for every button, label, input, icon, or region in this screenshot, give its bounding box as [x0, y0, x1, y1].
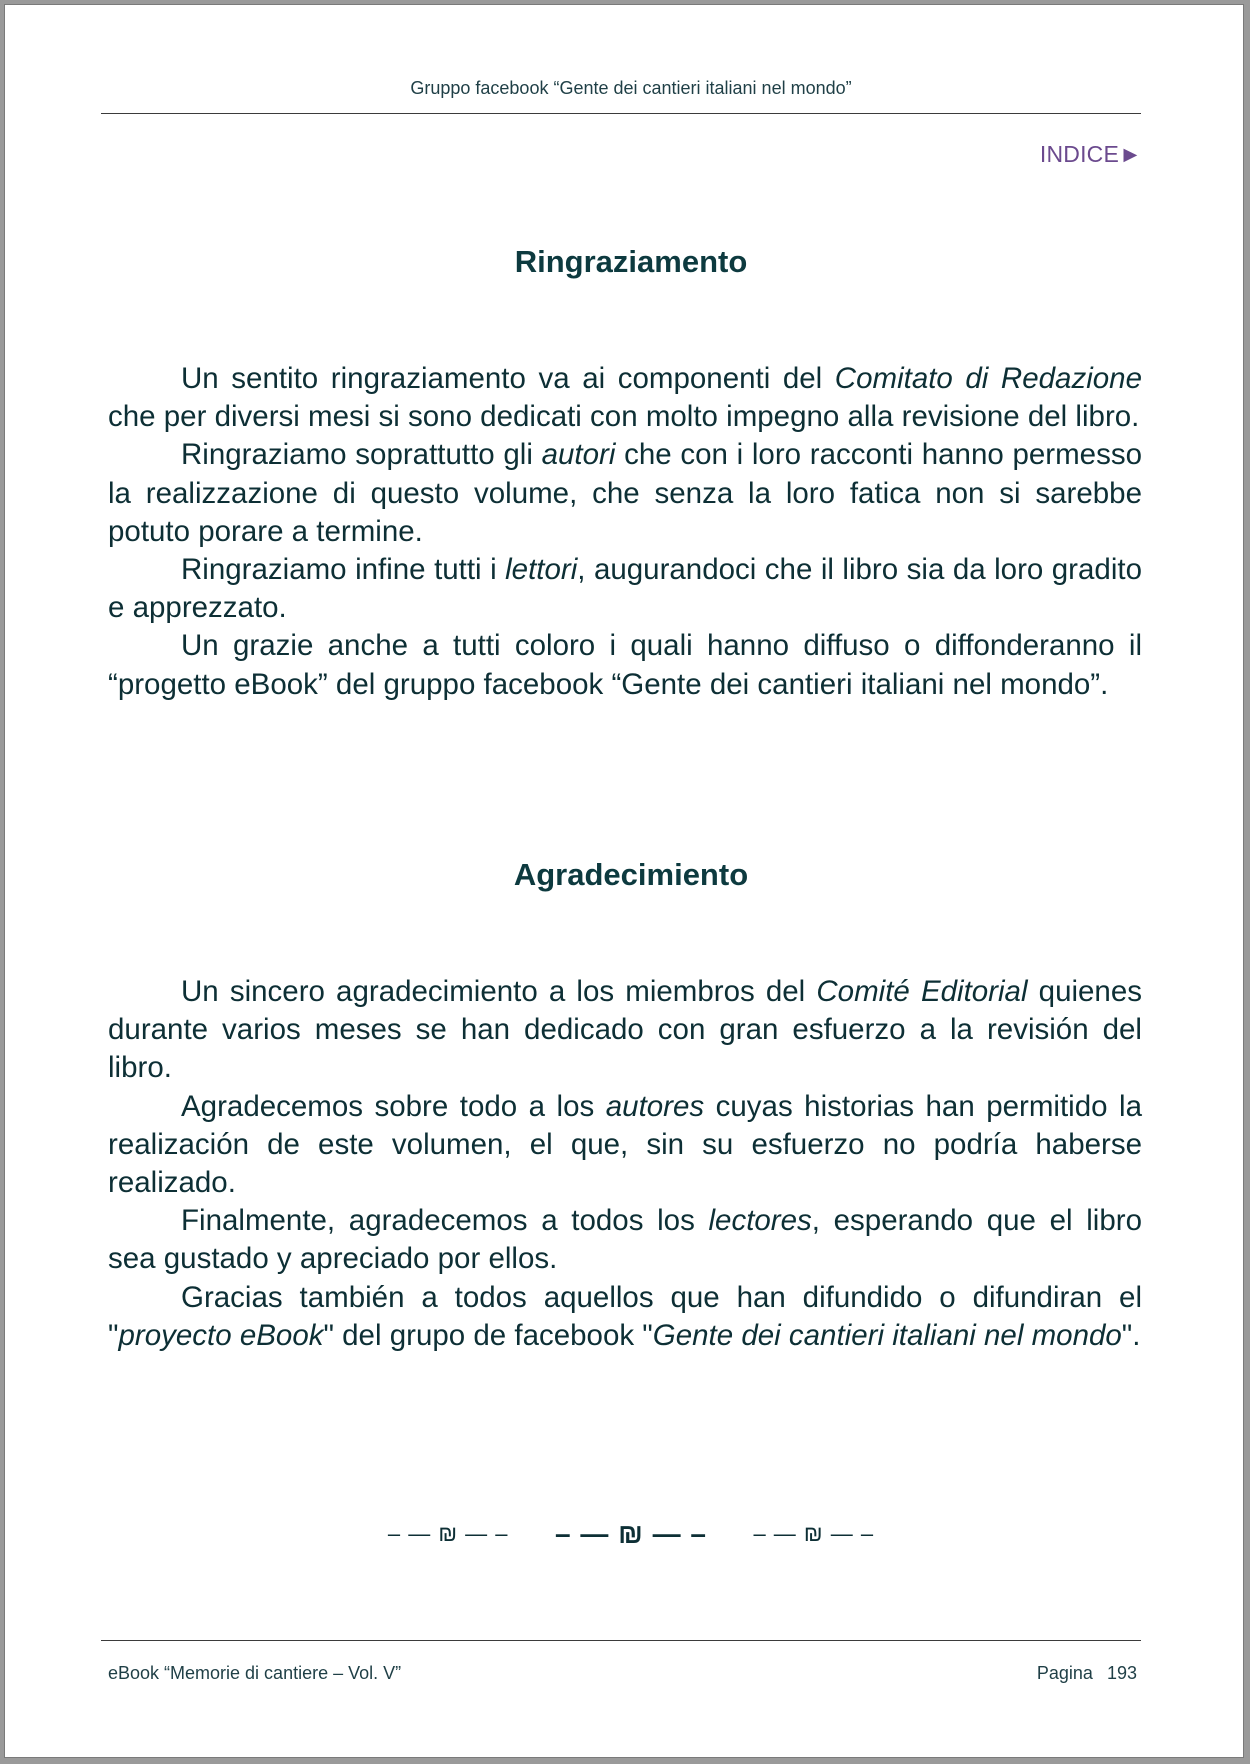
paragraph: Agradecemos sobre todo a los autores cuyas historias han permitido la realización de este volumen, el que, sin su esfuerzo no podría haberse realizado. [108, 1089, 1142, 1200]
paragraph: Un grazie anche a tutti coloro i quali hanno diffuso o diffonderanno il “progetto eBook” del gruppo facebook “Gente dei cantieri italiani nel mondo”. [108, 629, 1142, 701]
paragraph: Finalmente, agradecemos a todos los lectores, esperando que el libro sea gustado y apreciado por ellos. [108, 1204, 1142, 1276]
paragraph: Un sincero agradecimiento a los miembros del Comité Editorial quienes durante varios meses se han dedicado con gran esfuerzo a la revisión del libro. [108, 975, 1142, 1085]
section-body-italian [108, 360, 1142, 704]
section-title-spanish: Agradecimiento [513, 857, 749, 892]
indice-link[interactable]: INDICE► [1039, 141, 1142, 167]
page-label: Pagina [1036, 1663, 1093, 1683]
paragraph: Gracias también a todos aquellos que han difundido o difundiran el "proyecto eBook" del grupo de facebook "Gente dei cantieri italiani nel mondo". [108, 1280, 1142, 1352]
decorative-separator [0, 1518, 1250, 1550]
page-number: 193 [1106, 1663, 1137, 1683]
section-body-spanish [108, 973, 1142, 1355]
section-title-italian: Ringraziamento [514, 244, 748, 279]
paragraph: Ringraziamo infine tutti i lettori, augurandoci che il libro sia da loro gradito e apprezzato. [108, 553, 1142, 625]
ornament-center: – — ₪ — – [554, 1518, 707, 1549]
page-number-block [1037, 1663, 1137, 1684]
ornament-right: – — ₪ — – [753, 1521, 875, 1546]
paragraph: Ringraziamo soprattutto gli autori che con i loro racconti hanno permesso la realizzazione di questo volume, che senza la loro fatica non si sarebbe potuto porare a termine. [108, 438, 1142, 548]
paragraph: Un sentito ringraziamento va ai componenti del Comitato di Redazione che per diversi mesi si sono dedicati con molto impegno alla revisione del libro. [108, 362, 1142, 434]
footer-book-title: eBook “Memorie di cantiere – Vol. V” [108, 1663, 402, 1683]
footer-divider [101, 1640, 1141, 1641]
ornament-left: – — ₪ — – [387, 1521, 509, 1546]
running-header: Gruppo facebook “Gente dei cantieri italiani nel mondo” [410, 78, 852, 98]
header-divider [101, 113, 1141, 114]
